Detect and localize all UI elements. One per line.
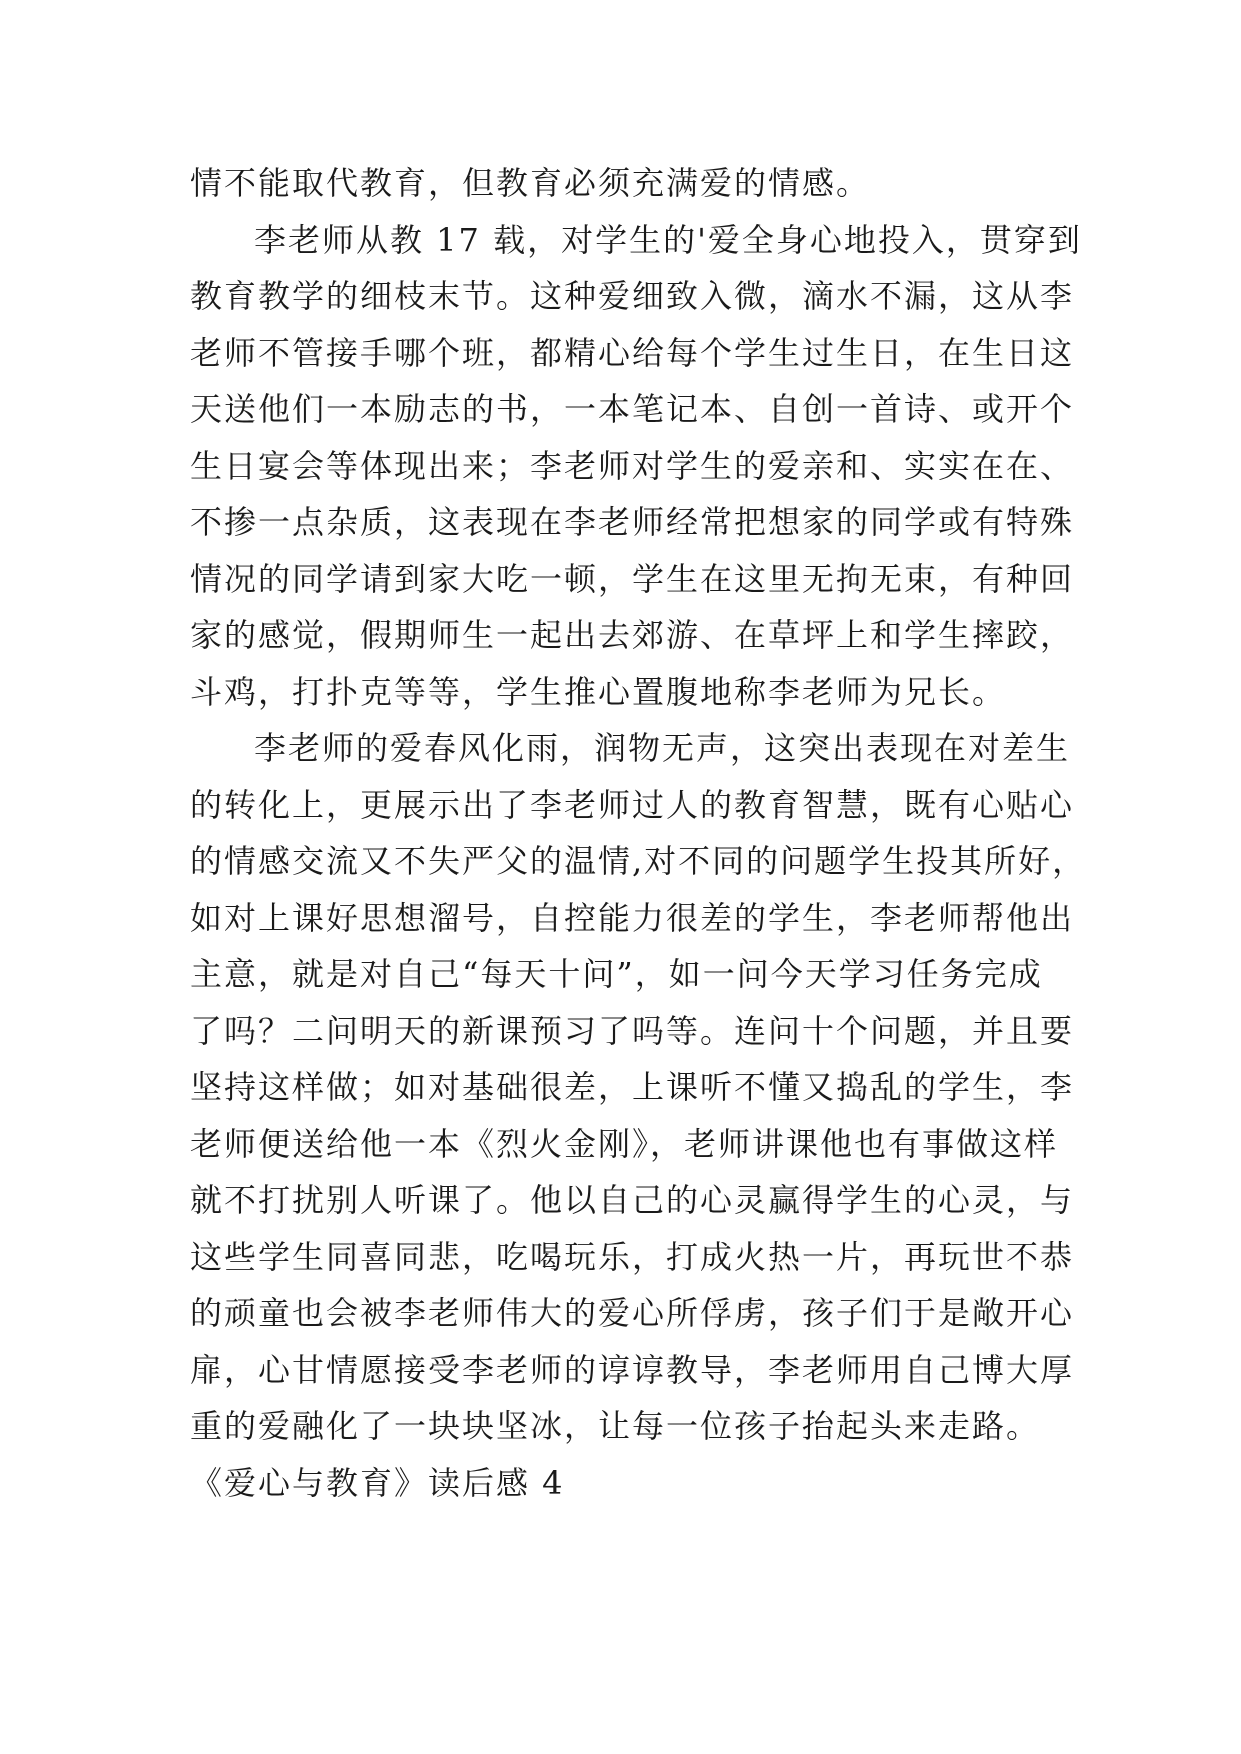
heading-line: 《爱心与教育》读后感 4 [190,1463,565,1502]
text-line: 生日宴会等体现出来；李老师对学生的爱亲和、实实在在、 [190,446,1075,485]
text-line: 主意，就是对自己“每天十问”，如一问今天学习任务完成 [190,955,1043,993]
text-line: 老师不管接手哪个班，都精心给每个学生过生日，在生日这 [190,333,1075,372]
paragraph-continuation [190,155,1070,212]
text-line: 老师便送给他一本《烈火金刚》，老师讲课他也有事做这样 [190,1124,1059,1163]
text-line: 的情感交流又不失严父的温情,对不同的问题学生投其所好， [190,842,1087,880]
document-body [190,155,1087,1511]
text-line: 李老师从教 17 载，对学生的'爱全身心地投入，贯穿到 [254,220,1082,259]
section-heading [190,1455,1070,1512]
text-line: 了吗？二问明天的新课预习了吗等。连问十个问题，并且要 [190,1011,1075,1050]
text-line: 家的感觉，假期师生一起出去郊游、在草坪上和学生摔跤， [190,616,1075,654]
text-line: 坚持这样做；如对基础很差，上课听不懂又捣乱的学生，李 [190,1068,1075,1106]
paragraph-transformation [190,720,1087,1455]
text-line: 这些学生同喜同悲，吃喝玩乐，打成火热一片，再玩世不恭 [190,1237,1075,1276]
text-line: 就不打扰别人听课了。他以自己的心灵赢得学生的心灵，与 [190,1181,1075,1219]
text-line: 重的爱融化了一块块坚冰，让每一位孩子抬起头来走路。 [190,1407,1041,1445]
text-line: 李老师的爱春风化雨，润物无声，这突出表现在对差生 [254,729,1071,767]
text-line: 的顽童也会被李老师伟大的爱心所俘虏，孩子们于是敞开心 [190,1294,1075,1332]
text-line: 如对上课好思想溜号，自控能力很差的学生，李老师帮他出 [190,898,1075,937]
text-line: 天送他们一本励志的书，一本笔记本、自创一首诗、或开个 [190,390,1075,428]
text-line: 情况的同学请到家大吃一顿，学生在这里无拘无束，有种回 [190,559,1075,598]
text-line: 情不能取代教育，但教育必须充满爱的情感。 [190,164,871,202]
text-line: 扉，心甘情愿接受李老师的谆谆教导，李老师用自己博大厚 [190,1350,1075,1389]
text-line: 不掺一点杂质，这表现在李老师经常把想家的同学或有特殊 [190,503,1075,541]
text-line: 斗鸡，打扑克等等，学生推心置腹地称李老师为兄长。 [190,672,1007,711]
text-line: 教育教学的细枝末节。这种爱细致入微，滴水不漏，这从李 [190,277,1075,315]
text-line: 的转化上，更展示出了李老师过人的教育智慧，既有心贴心 [190,785,1075,824]
paragraph-teacher-devotion [190,212,1082,721]
